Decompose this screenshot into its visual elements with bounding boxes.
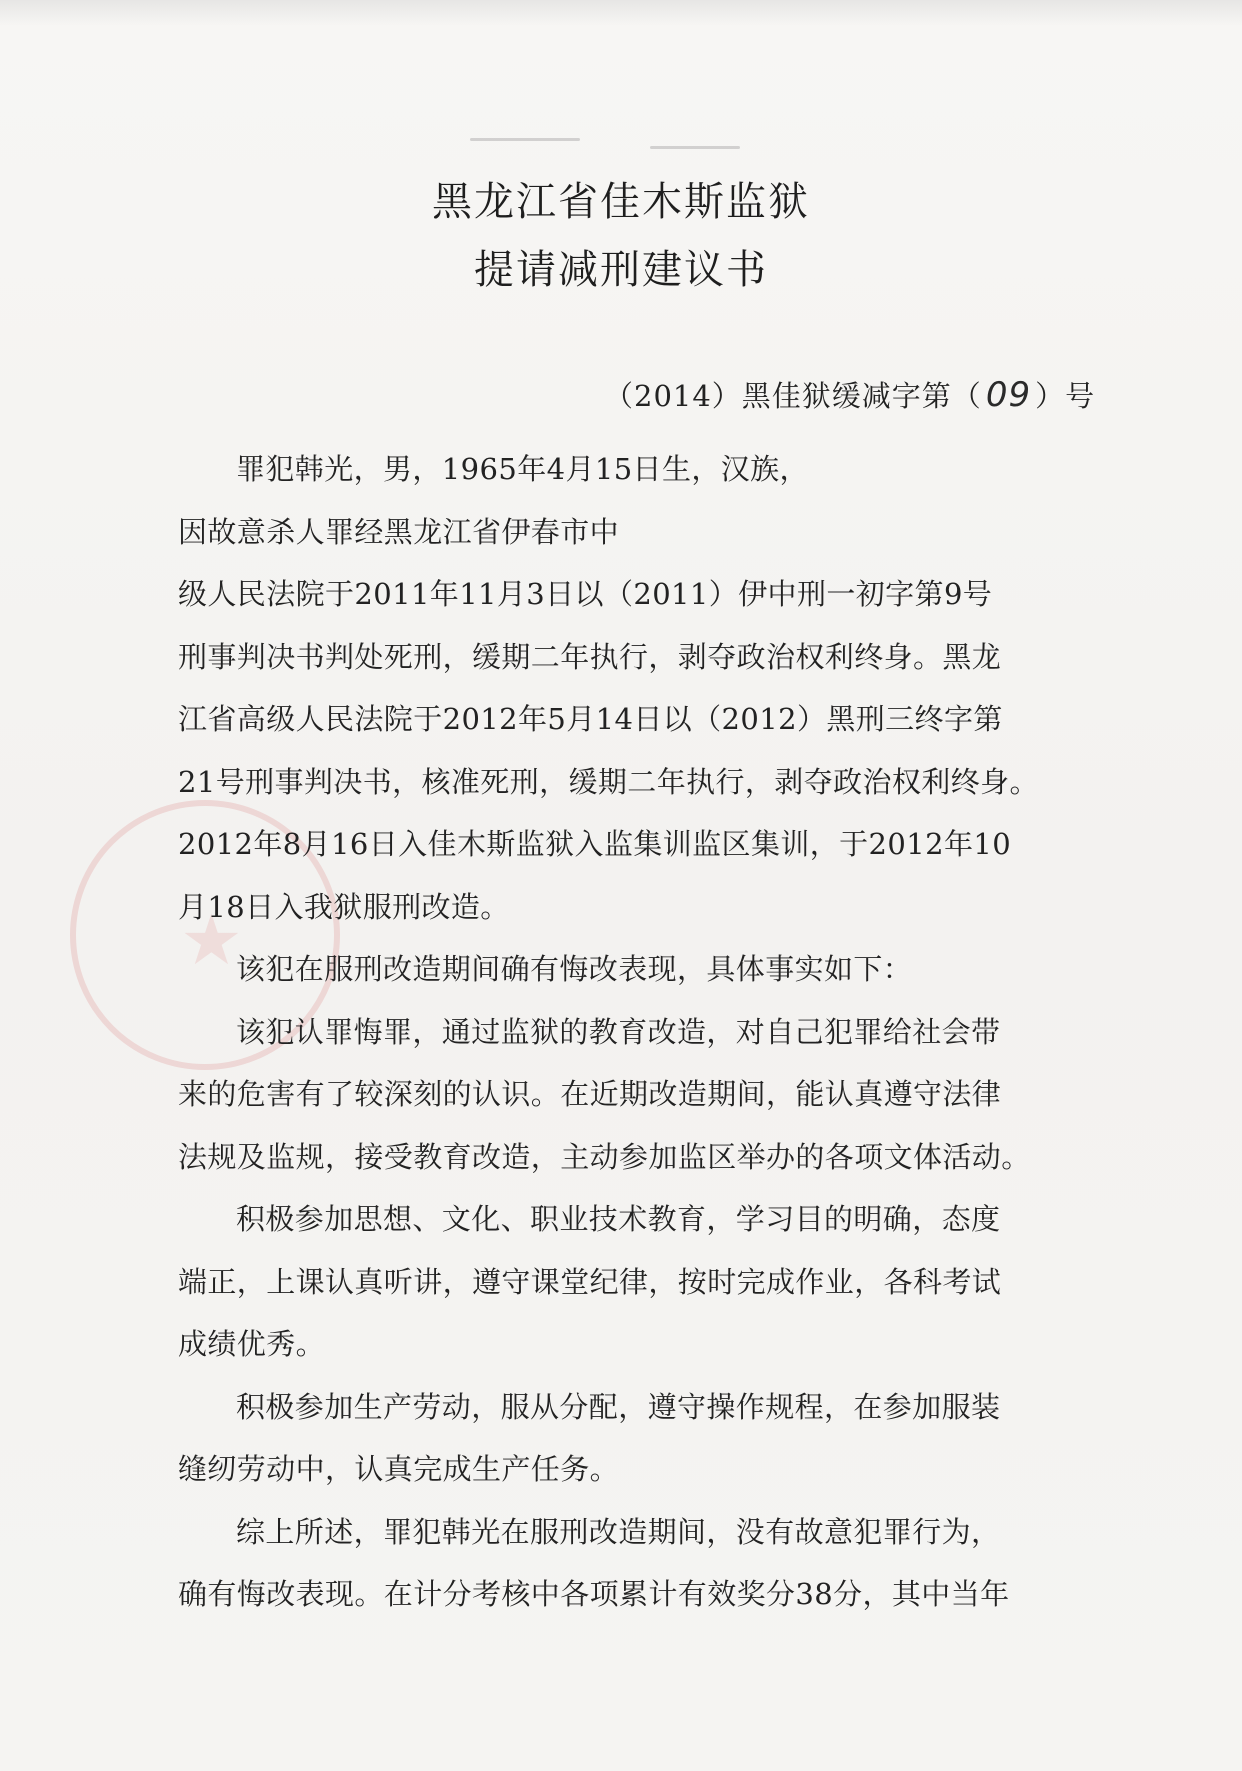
scan-shadow (0, 0, 1242, 26)
paragraph-summary (178, 1501, 1093, 1626)
paragraph-labor (178, 1376, 1093, 1501)
body-line: 刑事判决书判处死刑，缓期二年执行，剥夺政治权利终身。黑龙 (178, 639, 1002, 674)
body-line: 成绩优秀。 (178, 1327, 326, 1361)
paragraph-education (178, 1188, 1093, 1376)
body-line: 级人民法院于2011年11月3日以（2011）伊中刑一初字第9号 (178, 577, 993, 611)
document-number (604, 374, 1095, 415)
body-line: 该犯在服刑改造期间确有悔改表现，具体事实如下： (236, 952, 913, 986)
doc-number-suffix: ）号 (1035, 379, 1096, 413)
body-line: 江省高级人民法院于2012年5月14日以（2012）黑刑三终字第 (178, 702, 1003, 736)
body-line: 积极参加生产劳动，服从分配，遵守操作规程，在参加服装 (236, 1389, 1001, 1424)
doc-number-prefix: （2014）黑佳狱缓减字第（ (604, 379, 982, 413)
doc-number-handwritten: 09 (985, 375, 1032, 415)
paragraph-criminal-info (178, 438, 1093, 938)
body-line: 2012年8月16日入佳木斯监狱入监集训监区集训，于2012年10 (178, 827, 1012, 861)
body-line: 积极参加思想、文化、职业技术教育，学习目的明确，态度 (236, 1202, 1001, 1236)
body-line: 21号刑事判决书，核准死刑，缓期二年执行，剥夺政治权利终身。 (178, 764, 1039, 799)
body-line: 来的危害有了较深刻的认识。在近期改造期间，能认真遵守法律 (178, 1077, 1002, 1111)
body-line: 该犯认罪悔罪，通过监狱的教育改造，对自己犯罪给社会带 (236, 1014, 1001, 1049)
body-line: 法规及监规，接受教育改造，主动参加监区举办的各项文体活动。 (178, 1139, 1031, 1174)
paragraph-intro (178, 938, 1093, 1001)
body-line: 缝纫劳动中，认真完成生产任务。 (178, 1452, 620, 1486)
body-line: 综上所述，罪犯韩光在服刑改造期间，没有故意犯罪行为， (236, 1514, 1001, 1549)
body-line: 确有悔改表现。在计分考核中各项累计有效奖分38分，其中当年 (178, 1577, 1010, 1611)
seal-star-icon: ★ (180, 899, 243, 981)
paragraph-remorse (178, 1001, 1093, 1189)
document-title-line2: 提请减刑建议书 (474, 247, 768, 293)
body-line: 罪犯韩光，男，1965年4月15日生，汉族， (236, 452, 809, 486)
body-line: 月18日入我狱服刑改造。 (178, 889, 510, 924)
body-line: 因故意杀人罪经黑龙江省伊春市中 (178, 514, 620, 549)
body-line: 端正，上课认真听讲，遵守课堂纪律，按时完成作业，各科考试 (178, 1264, 1002, 1299)
document-title-line1: 黑龙江省佳木斯监狱 (432, 179, 810, 225)
scan-artifact (650, 146, 740, 149)
document-body (178, 438, 1093, 1626)
scan-artifact (470, 138, 580, 141)
